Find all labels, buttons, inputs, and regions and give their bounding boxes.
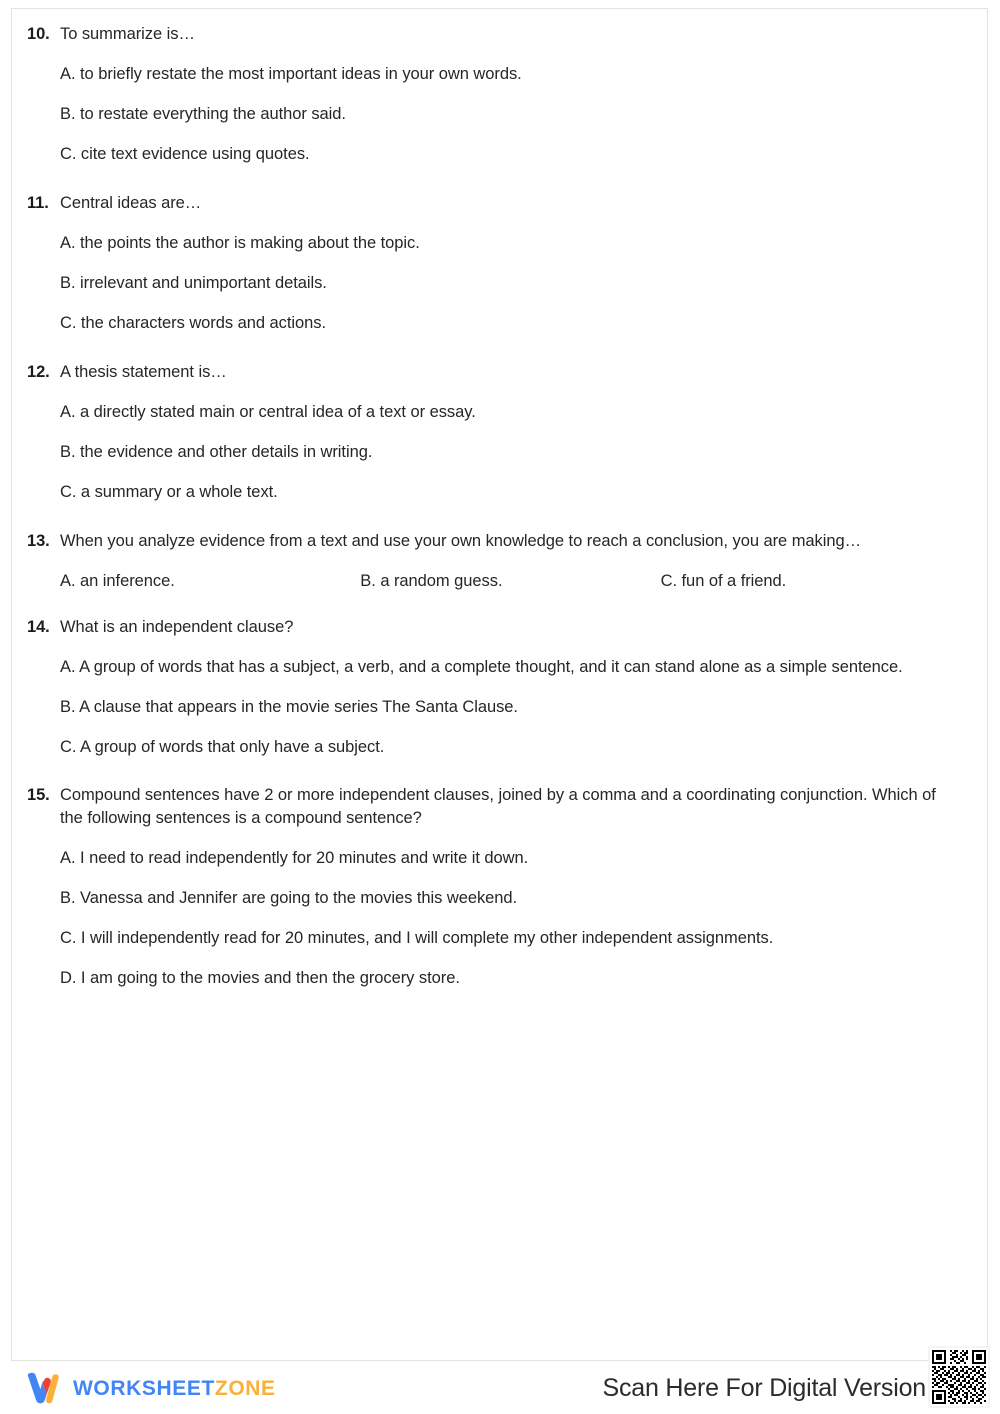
answer-option[interactable]: A. to briefly restate the most important ideas in your own words. [60, 65, 522, 83]
worksheet-zone-logo[interactable] [24, 1372, 276, 1406]
answer-option[interactable]: A. I need to read independently for 20 minutes and write it down. [60, 849, 529, 867]
answer-option[interactable]: B. irrelevant and unimportant details. [60, 274, 327, 292]
page-footer [0, 1368, 1000, 1414]
brand-name-secondary: ZONE [214, 1377, 276, 1400]
question-stem: What is an independent clause? [60, 618, 294, 636]
answer-option[interactable]: C. cite text evidence using quotes. [60, 145, 310, 163]
question-number: 13. [27, 532, 50, 550]
answer-option[interactable]: A. an inference. [60, 572, 175, 590]
answer-options [60, 553, 961, 593]
answer-option[interactable]: A. the points the author is making about the topic. [60, 234, 420, 252]
question-stem: When you analyze evidence from a text and use your own knowledge to reach a conclusion, you are making… [60, 532, 862, 550]
question-stem: Compound sentences have 2 or more independent clauses, joined by a comma and a coordinating conjunction. Which of the following sentences is a compound sentence? [60, 786, 936, 827]
answer-option[interactable]: C. A group of words that only have a subject. [60, 738, 385, 756]
question-item [27, 616, 961, 759]
question-body [60, 23, 961, 166]
question-spacer [27, 335, 961, 361]
question-body [60, 192, 961, 335]
worksheet-zone-mark-icon [24, 1372, 64, 1406]
answer-option[interactable]: C. the characters words and actions. [60, 314, 326, 332]
answer-options [60, 232, 961, 335]
answer-options [60, 656, 961, 759]
question-body [60, 361, 961, 504]
answer-option[interactable]: B. to restate everything the author said. [60, 105, 346, 123]
scan-prompt-text: Scan Here For Digital Version [602, 1374, 926, 1402]
answer-option[interactable]: D. I am going to the movies and then the grocery store. [60, 969, 460, 987]
question-spacer [27, 593, 961, 616]
question-item [27, 23, 961, 166]
questions-container [27, 23, 961, 990]
answer-option[interactable]: C. a summary or a whole text. [60, 483, 278, 501]
answer-options [60, 847, 961, 990]
answer-option[interactable]: B. a random guess. [360, 572, 503, 590]
question-number: 15. [27, 786, 50, 804]
answer-option[interactable]: B. A clause that appears in the movie series The Santa Clause. [60, 698, 518, 716]
answer-options [60, 401, 961, 504]
answer-option[interactable]: A. a directly stated main or central idea of a text or essay. [60, 403, 476, 421]
question-stem: A thesis statement is… [60, 363, 227, 381]
question-number: 10. [27, 25, 50, 43]
answer-option[interactable]: B. the evidence and other details in writing. [60, 443, 373, 461]
question-number: 11. [27, 194, 49, 212]
qr-code[interactable] [928, 1346, 990, 1408]
answer-options [60, 63, 961, 166]
question-number: 14. [27, 618, 50, 636]
brand-wordmark [73, 1377, 276, 1401]
answer-option[interactable]: B. Vanessa and Jennifer are going to the movies this weekend. [60, 889, 518, 907]
answer-option[interactable]: C. fun of a friend. [660, 572, 787, 590]
question-spacer [27, 759, 961, 784]
question-body [60, 530, 961, 593]
question-stem: To summarize is… [60, 25, 195, 43]
worksheet-page [11, 8, 988, 1361]
question-body [60, 616, 961, 759]
answer-option[interactable]: A. A group of words that has a subject, a verb, and a complete thought, and it can stand alone as a simple sentence. [60, 658, 903, 676]
question-item [27, 784, 961, 990]
question-stem: Central ideas are… [60, 194, 202, 212]
question-number: 12. [27, 363, 50, 381]
brand-name-primary: WORKSHEET [73, 1377, 215, 1400]
question-item [27, 530, 961, 593]
question-spacer [27, 504, 961, 530]
question-item [27, 361, 961, 504]
question-body [60, 784, 961, 990]
question-item [27, 192, 961, 335]
question-spacer [27, 166, 961, 192]
answer-option[interactable]: C. I will independently read for 20 minutes, and I will complete my other independent assignments. [60, 929, 774, 947]
